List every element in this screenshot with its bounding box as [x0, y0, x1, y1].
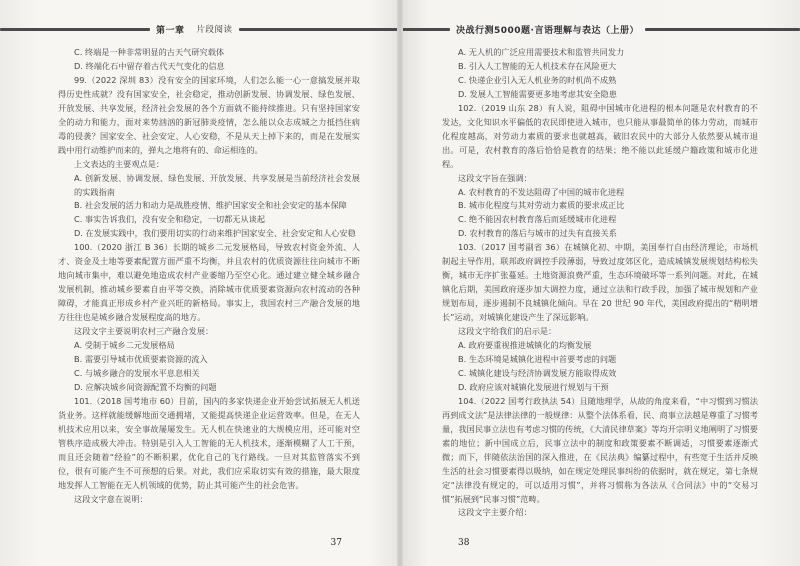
question-paragraph: 100.（2020 浙江 B 36）长期的城乡二元发展格局，导致农村资金外流、人才、资金及土地等要素配置方面严重不均衡，并且农村的优质资源往往向城市不断地向城市集中，难以避免地造成农村产业萎缩乃至空心化。通过建立健全城乡融合发展机制，推动城乡要素自由平等交换，消除城市优质要素资源向农村流动的各种障碍，才能真正形成乡村产业兴旺的新格局。事实上，我国农村三产融合发展的地方往往也是城乡融合发展程度高的地方。 [58, 242, 360, 323]
question-paragraph: 104.（2022 国考行政执法 54）且随地理学，从故的角度来看，“中习惯到习惯法再到成文法”是法律法律的一般规律：从整个法体系看，民、商事立法越是尊重了习惯考量，我国民事立法也有考虑习惯的传统，《大清民律草案》等均开宗明义地阐明了习惯要素的地位；新中国成立后，民事立法中的制度和政策要素不断调适，习惯要素逐渐式微；而下，伴随依法治国的深入推进，在《民法典》编纂过程中，有些宽于生活并反映生活的社会习惯要素得以吸纳，如在规定处理民事纠纷的依据时，就在规定，第七条规定“法律没有规定的，可以适用习惯”，并将习惯称为各法从《合同法》中的“交易习惯”拓展到“民事习惯”范畴。 [442, 395, 758, 504]
question-prompt: 这段文字意在说明： [74, 493, 148, 504]
chapter-label: 第一章 [156, 25, 185, 36]
answer-option: B. 城市化程度与其对劳动力素质的要求成正比 [458, 200, 625, 211]
answer-option: B. 生态环境是城镇化进程中首要考虑的问题 [458, 353, 617, 364]
answer-option: D. 在发展实践中，我们要用切实的行动来维护国家安全、社会安定和人心安稳 [74, 228, 356, 239]
chapter-title: 片段阅读 [196, 25, 233, 35]
header-rule [645, 28, 800, 31]
answer-option: A. 受制于城乡二元发展格局 [74, 340, 175, 351]
book-title: 决战行测5000题·言语理解与表达（上册） [456, 25, 639, 36]
answer-option: C. 城镇化建设与经济协调发展方能取得成效 [458, 367, 617, 378]
answer-option: D. 终端化石中留存着古代天气变化的信息 [74, 60, 225, 71]
left-page-header [0, 22, 400, 36]
left-page-text [58, 46, 360, 506]
answer-option: C. 与城乡融合的发展水平息息相关 [74, 367, 200, 378]
answer-option: C. 终端是一种非常明显的古天气研究载体 [74, 47, 225, 57]
answer-option: C. 绝不能因农村教育落后而延缓城市化进程 [458, 214, 617, 225]
question-paragraph: 102.（2019 山东 28）有人说，阻碍中国城市化进程的根本问题是农村教育的不发达，文化知识水平偏低的农民即使进入城市，也只能从事最简单的体力劳动，而城市化程度越高，对劳动力素质的要求也就越高，破旧农民中的大部分人依然要从城市退出。可是，农村教育的落后恰恰是教育的结果；绝不能以此延缓户籍政策和城市化进程。 [442, 102, 758, 169]
right-page-header [400, 22, 800, 36]
answer-option: D. 应解决城乡间资源配置不均衡的问题 [74, 381, 217, 392]
answer-option: B. 引入人工智能的无人机技术存在风险更大 [458, 60, 617, 71]
page-number: 37 [330, 538, 342, 548]
answer-option: A. 农村教育的不发达阻碍了中国的城市化进程 [458, 186, 625, 197]
answer-option: A. 创新发展、协调发展、绿色发展、开放发展、共享发展是当前经济社会发展的实践指南 [74, 172, 360, 197]
answer-option: D. 发展人工智能需要更多地考虑其安全隐患 [458, 88, 617, 99]
right-page-text [442, 46, 758, 520]
question-prompt: 上文表达的主要观点是： [74, 158, 165, 169]
answer-option: D. 政府应该对城镇化发展进行规划与干预 [458, 381, 609, 392]
question-prompt: 这段文字主要说明农村三产融合发展： [74, 326, 214, 337]
answer-option: A. 无人机的广泛应用需要技术和监管共同发力 [458, 47, 625, 57]
book-gutter [397, 0, 403, 566]
question-prompt: 这段文字旨在强调： [458, 172, 532, 183]
header-rule [400, 28, 450, 31]
answer-option: B. 社会发展的活力和动力是战胜疫情、维护国家安全和社会安定的基本保障 [74, 200, 347, 211]
right-page [400, 0, 800, 566]
answer-option: B. 需要引导城市优质要素资源的流入 [74, 353, 208, 364]
question-paragraph: 101.（2018 国考地市 60）目前，国内的多家快递企业开始尝试拓展无人机送货业务。这样就能缓解地面交通拥堵，又能提高快递企业运营效率。但是，在无人机技术应用以来，安全事故屡屡发生。无人机在快速业的大规模应用，还可能对空管秩序造成极大冲击。特别是引入人工智能的无人机技术，逐渐模糊了人工干预，而且还会随着“经验”的不断积累，优化自己的飞行路线。一旦对其监管落实不到位，很有可能产生不可预想的后果。对此，我们应采取切实有效的措施，最大限度地发挥人工智能在无人机领域的优势，防止其可能产生的社会危害。 [58, 395, 360, 490]
question-paragraph: 103.（2017 国考副省 36）在城镇化初、中期，美国奉行自由经济理论，市场机制起主导作用，联邦政府调控手段薄弱，导致过度郊区化，造成城镇发展规划结构松失衡，城市无序扩张蔓延。土地资源浪费严重，生态环境破坏等一系列问题。对此，在城镇化后期，美国政府逐步加大调控力度，通过立法和行政手段，加强了城市规划和产业规划布局，逐步遏制不良城镇化倾向。早在 20 世纪 90 年代，美国政府提出的“精明增长”运动，对城镇化建设产生了深远影响。 [442, 242, 758, 323]
answer-option: C. 事实告诉我们，没有安全和稳定，一切都无从谈起 [74, 214, 266, 225]
question-prompt: 这段文字主要介绍： [458, 507, 532, 518]
answer-option: D. 农村教育的落后与城市的过失有直接关系 [458, 228, 617, 239]
header-rule [239, 28, 400, 31]
page-number: 38 [458, 538, 470, 548]
answer-option: C. 快递企业引入无人机业务的时机尚不成熟 [458, 74, 617, 85]
question-prompt: 这段文字给我们的启示是： [458, 326, 557, 337]
answer-option: A. 政府要重视推进城镇化的均衡发展 [458, 340, 592, 351]
question-paragraph: 99.（2022 深圳 83）没有安全的国家环境，人们怎么能一心一意搞发展并取得历史性成就？没有国家安全，社会稳定，推动创新发展、协调发展、绿色发展、开放发展、共享发展，经济社会发展的各个方面就不能持续推进。只有坚持国家安全的动力和能力，面对来势汹汹的新冠肺炎疫情，怎么能以众志成城之力抵挡住病毒的侵袭？国家安全、社会安定、人心安稳，不是从天上掉下来的，而是在发展实践中用行动维护而来的，弹丸之地将有的、命运相连的。 [58, 74, 360, 155]
header-rule [0, 28, 150, 31]
